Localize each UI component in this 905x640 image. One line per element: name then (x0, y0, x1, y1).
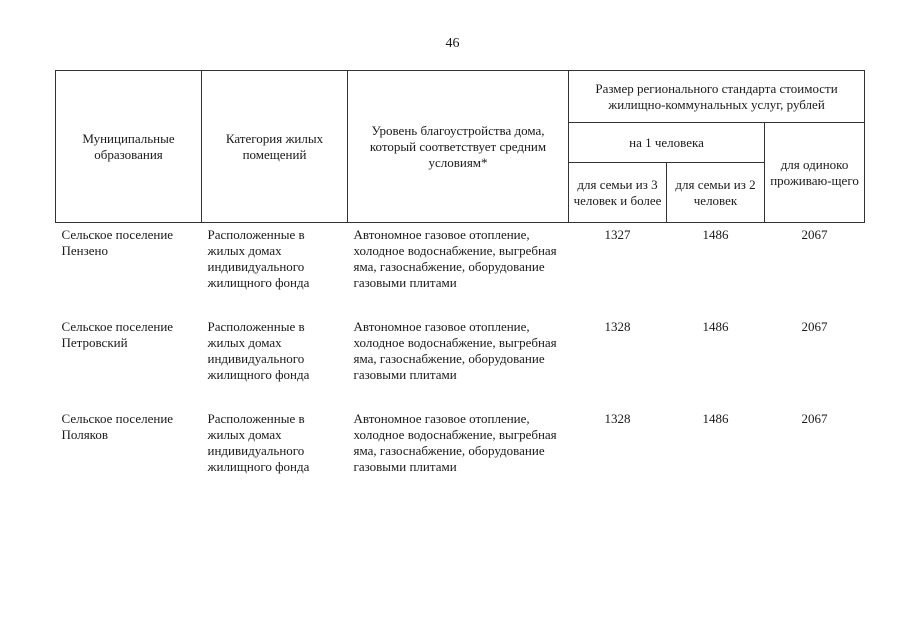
cell-category: Расположенные в жилых домах индивидуального жилищного фонда (207, 227, 310, 290)
cell-category: Расположенные в жилых домах индивидуального жилищного фонда (207, 319, 310, 382)
cell-level: Автономное газовое отопление, холодное водоснабжение, выгребная яма, газоснабжение, оборудование газовыми плитами (353, 411, 557, 474)
header-level: Уровень благоустройства дома, который соответствует средним условиям* (348, 71, 569, 223)
table-row (56, 407, 865, 499)
cell-family2: 1486 (702, 411, 729, 426)
header-municipal: Муниципальные образования (56, 71, 202, 223)
cell-family3: 1328 (604, 411, 631, 426)
cell-family3: 1327 (604, 227, 631, 242)
cell-municipality: Сельское поселение Поляков (61, 411, 174, 442)
cell-level: Автономное газовое отопление, холодное водоснабжение, выгребная яма, газоснабжение, оборудование газовыми плитами (353, 319, 557, 382)
table-row (56, 223, 865, 316)
cell-single: 2067 (801, 227, 828, 242)
cell-category: Расположенные в жилых домах индивидуального жилищного фонда (207, 411, 310, 474)
cell-family2: 1486 (702, 319, 729, 334)
cell-single: 2067 (801, 319, 828, 334)
header-family2: для семьи из 2 человек (667, 163, 765, 223)
standard-cost-table (55, 70, 865, 499)
cell-family2: 1486 (702, 227, 729, 242)
header-per-person: на 1 человека (569, 123, 765, 163)
header-family3: для семьи из 3 человек и более (569, 163, 667, 223)
cell-single: 2067 (801, 411, 828, 426)
cell-level: Автономное газовое отопление, холодное водоснабжение, выгребная яма, газоснабжение, оборудование газовыми плитами (353, 227, 557, 290)
header-single: для одиноко проживаю-щего (765, 123, 865, 223)
page-number: 46 (445, 36, 460, 51)
cell-municipality: Сельское поселение Пензено (61, 227, 174, 258)
header-standard-size: Размер регионального стандарта стоимости жилищно-коммунальных услуг, рублей (569, 71, 865, 123)
header-category: Категория жилых помещений (202, 71, 348, 223)
cell-municipality: Сельское поселение Петровский (61, 319, 174, 350)
cell-family3: 1328 (604, 319, 631, 334)
table-row (56, 315, 865, 407)
